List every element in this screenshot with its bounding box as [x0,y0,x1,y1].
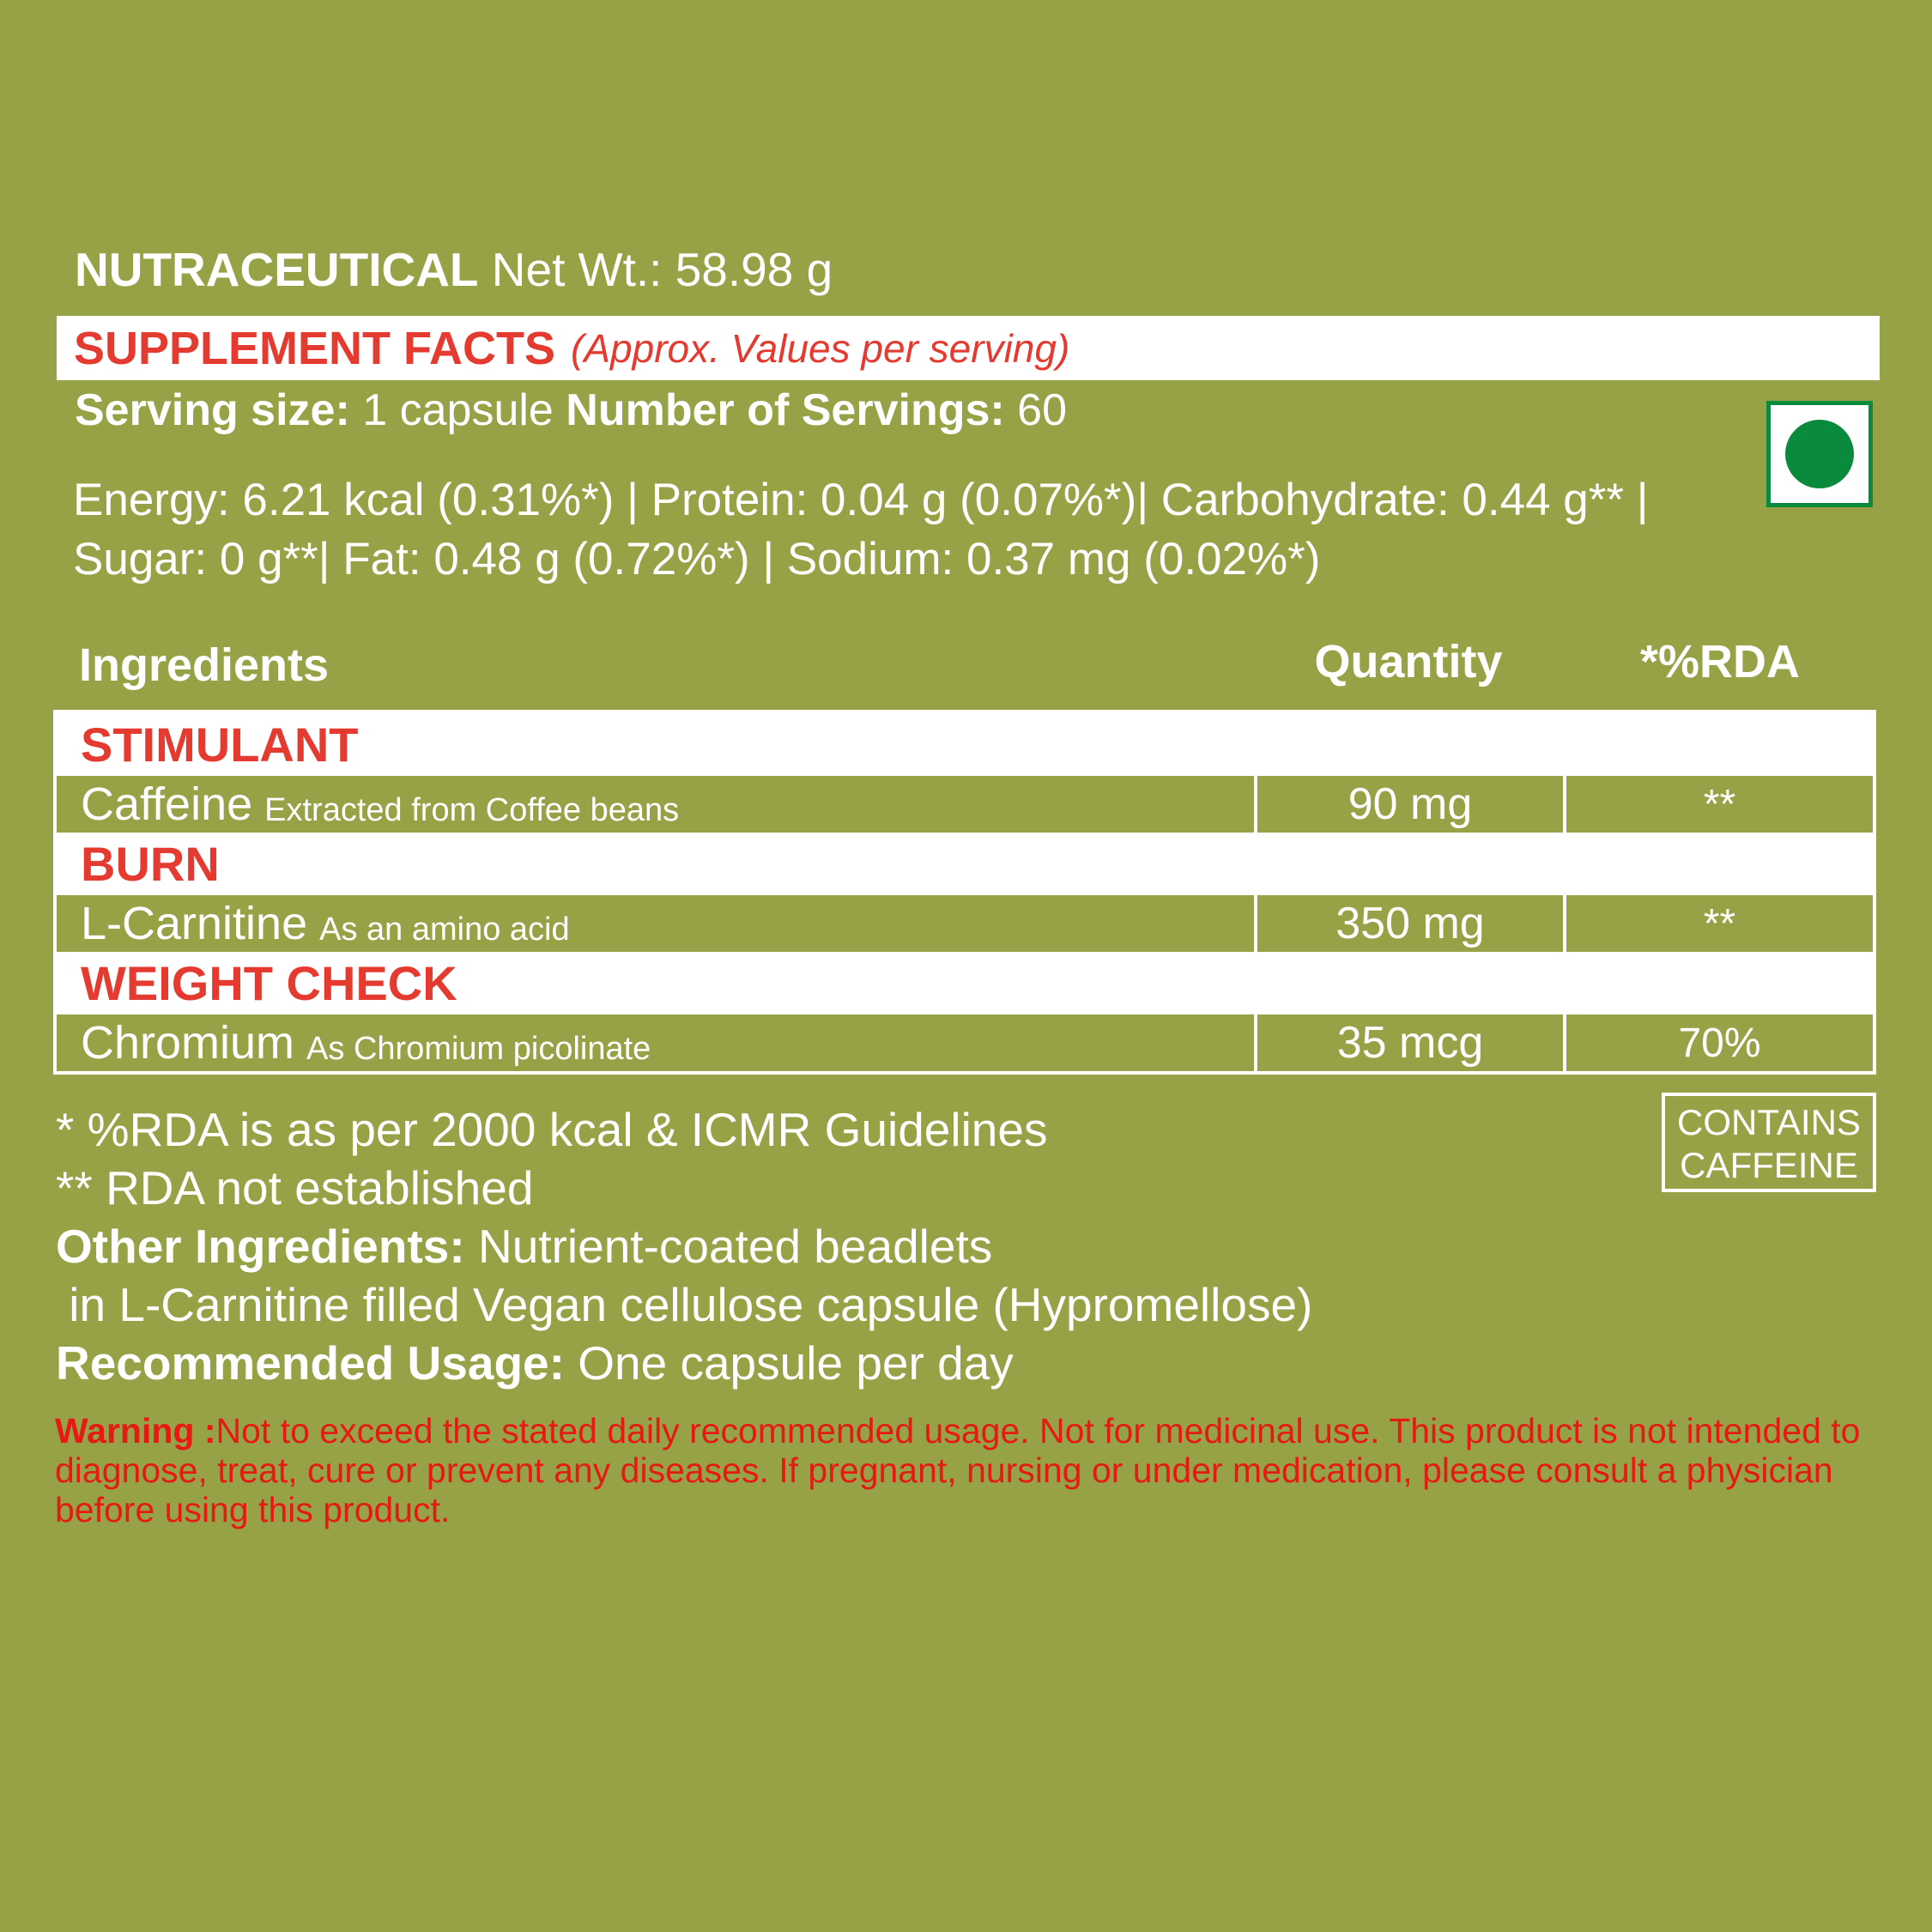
ingredient-note: Extracted from Coffee beans [264,791,680,828]
supplement-facts-banner [57,316,1880,380]
caffeine-badge-line-1: CONTAINS [1677,1102,1861,1142]
ingredient-name: Caffeine [81,778,253,830]
contains-caffeine-badge [1662,1093,1876,1192]
section-row: BURN [57,833,1873,895]
table-row [57,1014,1873,1071]
table-row [57,895,1873,952]
nutrition-line-2: Sugar: 0 g**| Fat: 0.48 g (0.72%*) | Sodium: 0.37 mg (0.02%*) [73,534,1321,584]
recommended-usage [56,1334,1644,1392]
ingredient-name: L-Carnitine [81,898,308,949]
ingredients-column-header: Ingredients [79,639,330,691]
ingredient-note: As Chromium picolinate [306,1030,651,1067]
table-header [53,635,1876,695]
supplement-facts-title: SUPPLEMENT FACTS [74,322,556,374]
product-header [75,242,833,297]
ingredient-cell [57,776,1257,833]
servings-count-label: Number of Servings: [566,385,1005,435]
quantity-column-header: Quantity [1314,636,1503,687]
section-row: STIMULANT [57,713,1873,776]
product-category: NUTRACEUTICAL [75,243,479,296]
section-row: WEIGHT CHECK [57,952,1873,1014]
recommended-usage-label: Recommended Usage: [56,1336,565,1390]
servings-count-value: 60 [1004,385,1068,435]
ingredient-note: As an amino acid [319,911,570,948]
quantity-cell: 90 mg [1257,776,1566,833]
warning-label: Warning : [55,1411,216,1451]
nutrition-info [73,470,1832,589]
ingredient-name: Chromium [81,1017,295,1069]
recommended-usage-value: One capsule per day [564,1336,1014,1390]
footnotes [56,1100,1644,1392]
warning-text [55,1411,1883,1529]
serving-size-label: Serving size: [75,385,350,435]
serving-size-value: 1 capsule [349,385,566,435]
ingredient-cell [57,1014,1257,1071]
caffeine-badge-line-2: CAFFEINE [1680,1145,1858,1185]
warning-body: Not to exceed the stated daily recommended usage. Not for medicinal use. This product is not intended to diagnose, treat, cure or prevent any diseases. If pregnant, nursing or under medication, please consult a physician before using this product. [55,1411,1861,1529]
rda-column-header: *%RDA [1639,636,1801,687]
quantity-cell: 35 mcg [1257,1014,1566,1071]
ingredients-table [53,710,1876,1075]
supplement-facts-note: (Approx. Values per serving) [571,325,1070,371]
net-weight: Net Wt.: 58.98 g [491,243,833,296]
rda-cell: ** [1703,900,1736,947]
nutrition-line-1: Energy: 6.21 kcal (0.31%*) | Protein: 0.04 g (0.07%*)| Carbohydrate: 0.44 g** | [73,475,1649,525]
table-row [57,776,1873,833]
rda-cell: 70% [1678,1020,1761,1066]
ingredient-cell [57,895,1257,952]
other-ingredients-value: Nutrient-coated beadlets [464,1220,993,1273]
rda-not-established-footnote: ** RDA not established [56,1161,534,1214]
other-ingredients-label: Other Ingredients: [56,1220,465,1273]
rda-footnote: * %RDA is as per 2000 kcal & ICMR Guidelines [56,1103,1048,1156]
quantity-cell: 350 mg [1257,895,1566,952]
rda-cell: ** [1703,781,1736,827]
other-ingredients-continued: in L-Carnitine filled Vegan cellulose capsule (Hypromellose) [56,1278,1313,1331]
other-ingredients [56,1217,1644,1275]
serving-info [75,385,1067,436]
